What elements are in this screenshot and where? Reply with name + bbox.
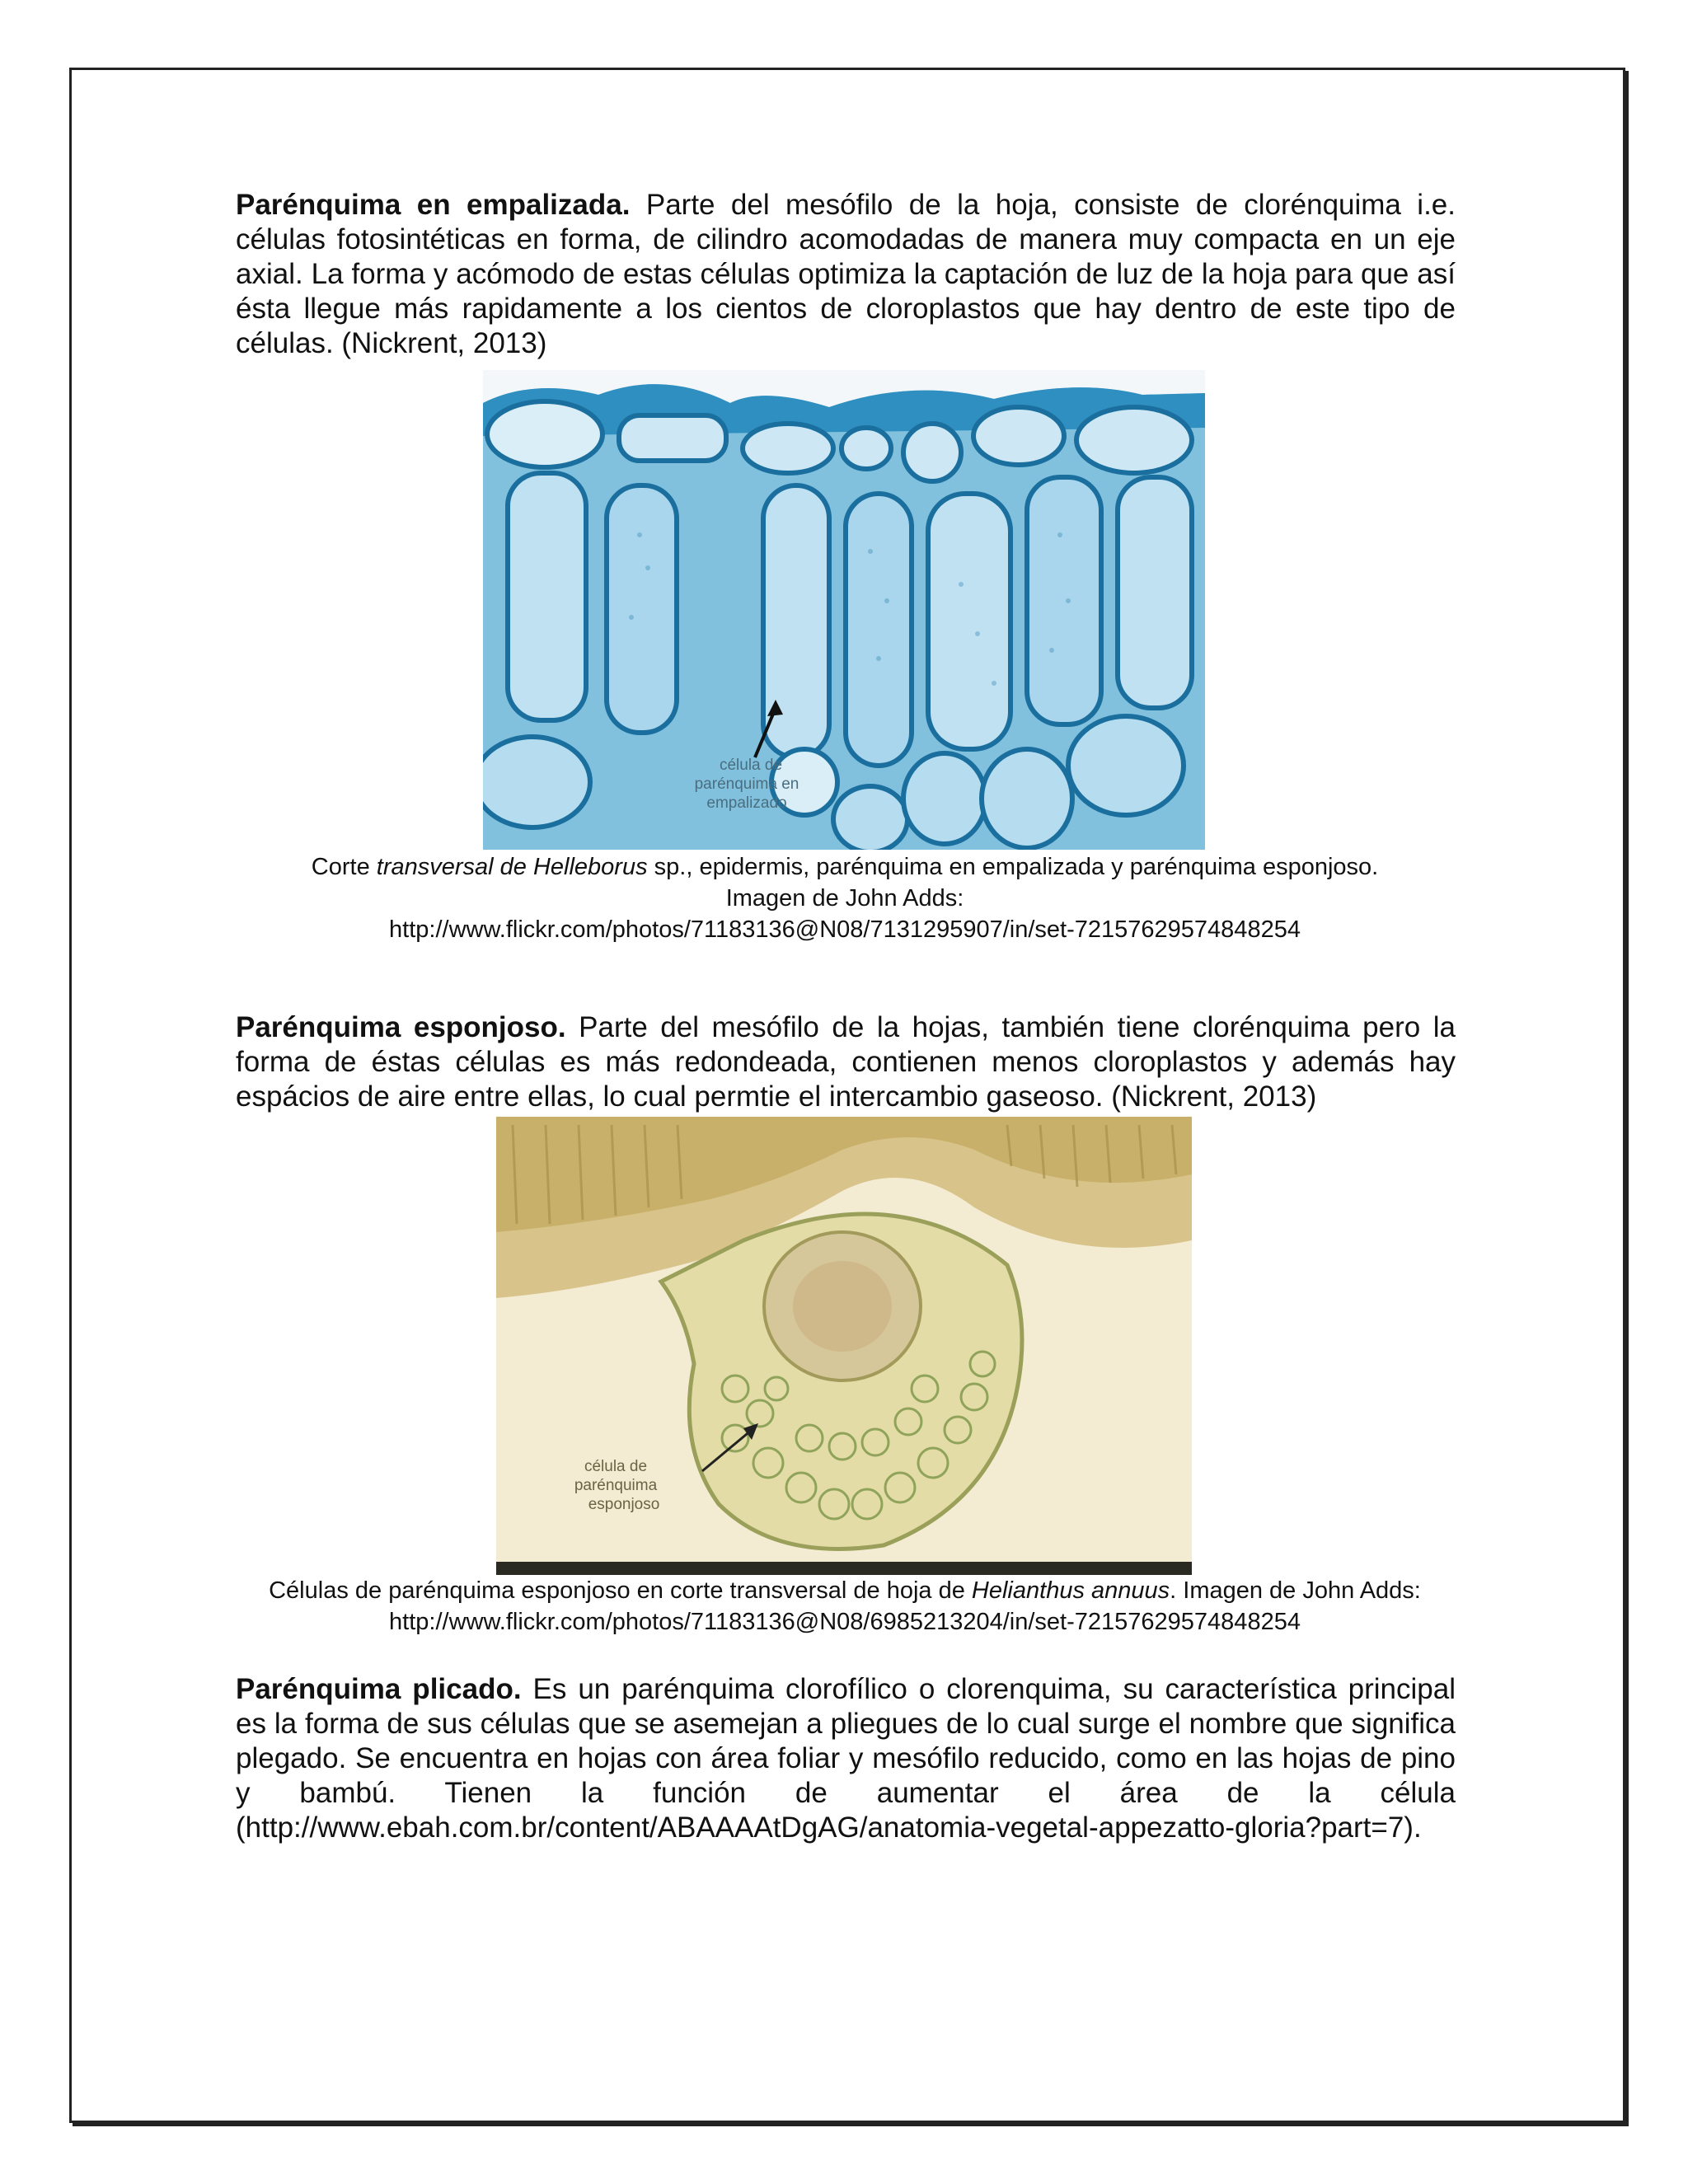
heading-plicate: Parénquima plicado. [236,1673,522,1705]
paragraph-palisade [236,188,1456,361]
body-plicate: Es un parénquima clorofílico o clorenquima, su característica principal es la forma de sus células que se asemejan a pliegues de lo cual surge el nombre que significa plegado. Se encuentra en hojas con área foliar y mesófilo reducido, como en las hojas de pino y bambú. Tienen la función de aumentar el área de la célula (http://www.ebah.com.br/content/ABAAAAtDgAG/anatomia-vegetal-appezatto-gloria?part=7). [236,1673,1456,1844]
caption-palisade-mid: sp., epidermis, parénquima en empalizada y parénquima esponjoso. Imagen de John Adds: [647,854,1379,912]
heading-spongy: Parénquima esponjoso. [236,1011,566,1043]
caption-palisade-pre: Corte [311,854,377,880]
caption-spongy-post: . Imagen de John Adds: http://www.flickr.com/photos/71183136@N08/6985213204/in/set-72157629574848254 [389,1577,1421,1635]
caption-spongy-italic: Helianthus annuus [971,1577,1170,1604]
spongy-label-1: célula de [584,1458,648,1475]
palisade-label-2: parénquima en [694,776,799,793]
caption-spongy-pre: Células de parénquima esponjoso en corte transversal de hoja de [269,1577,972,1604]
caption-palisade [272,851,1418,945]
paragraph-plicate [236,1672,1456,1845]
body-palisade: Parte del mesófilo de la hoja, consiste de clorénquima i.e. células fotosintéticas en forma, de cilindro acomodadas de manera muy compacta en un eje axial. La forma y acómodo de estas células optimiza la captación de luz de la hoja para que así ésta llegue más rapidamente a los cientos de cloroplastos que hay dentro de este tipo de células. (Nickrent, 2013) [236,189,1456,359]
caption-palisade-italic: transversal de Helleborus [376,854,648,880]
spongy-label-2: parénquima [574,1477,658,1494]
spongy-micrograph [496,1117,1192,1575]
paragraph-spongy [236,1010,1456,1114]
body-spongy: Parte del mesófilo de la hojas, también tiene clorénquima pero la forma de éstas células es más redondeada, contienen menos cloroplastos y además hay espácios de aire entre ellas, lo cual permtie el intercambio gaseoso. (Nickrent, 2013) [236,1011,1456,1113]
caption-palisade-url: http://www.flickr.com/photos/71183136@N08/7131295907/in/set-72157629574848254 [389,916,1301,943]
palisade-label-3: empalizado [706,794,787,812]
spongy-label-3: esponjoso [588,1496,660,1513]
palisade-micrograph [483,370,1205,850]
heading-palisade: Parénquima en empalizada. [236,189,631,221]
palisade-label-1: célula de [719,757,783,774]
caption-spongy [239,1575,1451,1638]
